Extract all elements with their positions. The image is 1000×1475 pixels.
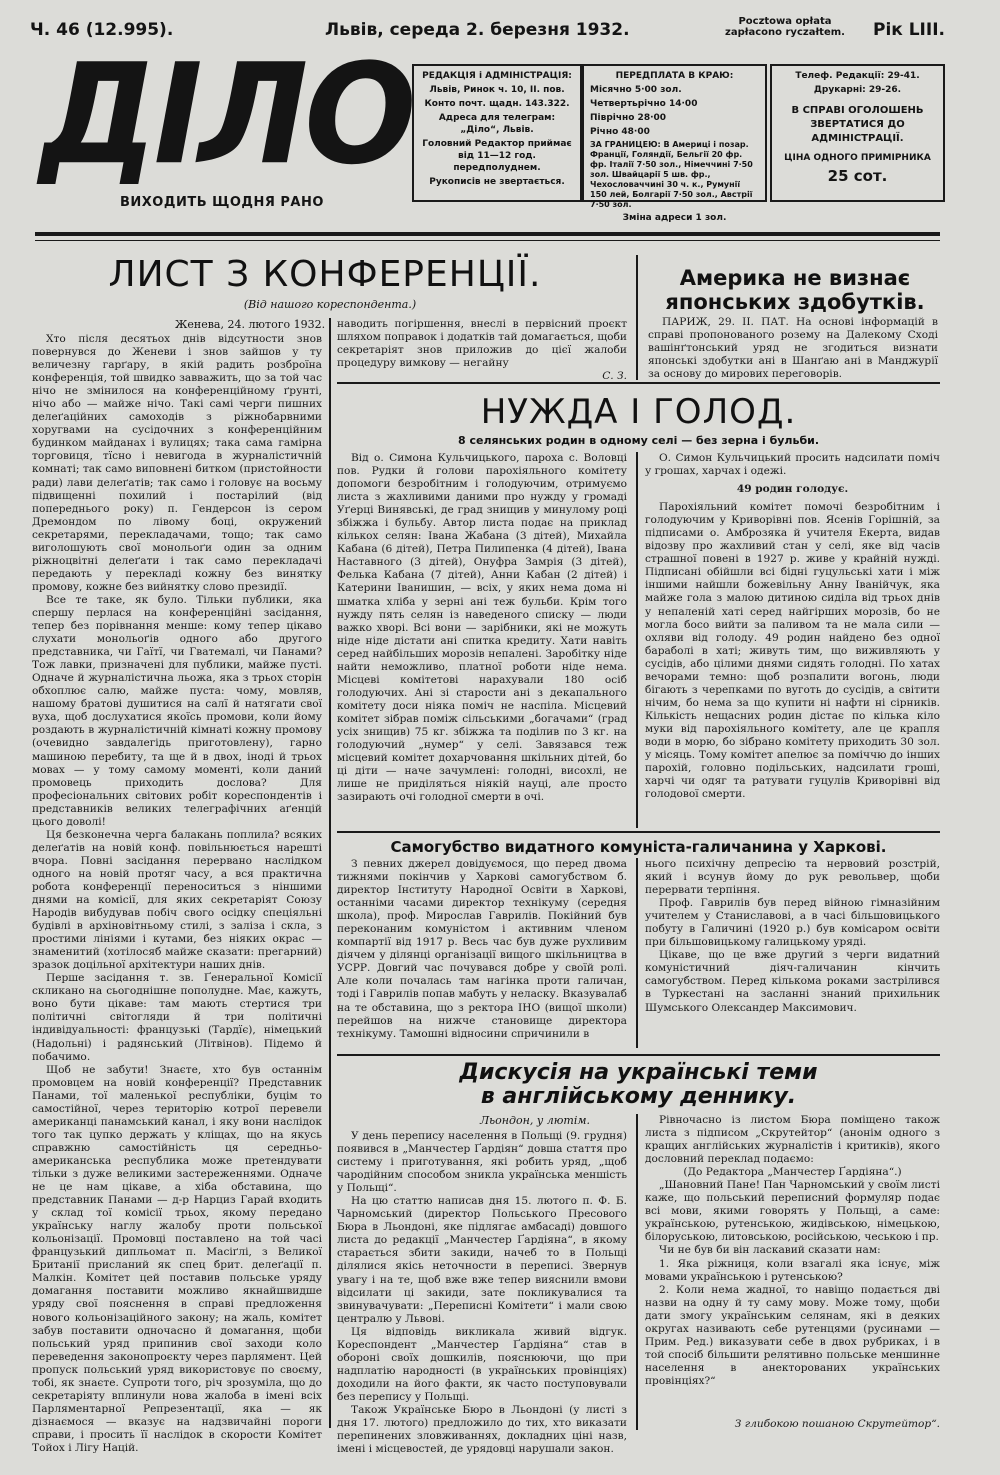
column-divider xyxy=(329,318,331,1428)
subscription-line: Річно 48·00 xyxy=(590,127,650,137)
masthead xyxy=(30,34,945,225)
column-divider xyxy=(636,1114,638,1430)
article4-column2 xyxy=(645,858,940,1048)
article4-paragraph: нього психічну депресію та нервовий розстрій, який і всунув йому до рук револьвер, щоби перервати терпіння. xyxy=(645,858,940,897)
subscription-line: ЗА ГРАНИЦЕЮ: В Америці і позар. Франції, Голяндії, Бельгії 20 фр. фр. Італії 7·50 зол., Німеччині 7·50 зол. Швайцарії 5 шв. фр., Чехословаччині 30 ч. к., Румунії 150 лей, Болгарії 7·50 зол., Австрії 7·50 зол. xyxy=(590,140,753,209)
article5-signature: З глибокою пошаною Скрутейтор“. xyxy=(734,1418,940,1430)
postage-line-1: Pocztowa opłata xyxy=(738,16,832,27)
place-date: Львів, середа 2. березня 1932. xyxy=(325,20,630,40)
article2-title-line2: японських здобутків. xyxy=(665,290,925,314)
article1-signature: С. З. xyxy=(602,370,627,383)
issue-number: Ч. 46 (12.995). xyxy=(30,20,174,40)
column-divider xyxy=(636,452,638,828)
article1-continuation xyxy=(337,318,627,383)
article3-column1 xyxy=(337,452,627,826)
article3-paragraph: Від о. Симона Кульчицького, пароха с. Воловці пов. Рудки й голови парохіяльного комітету допомоги безробітним і голодуючим, отримуємо листа з жахливими даними про нужду у громаді Уґерці Винявські, де град знищив у минулому році збіжжа і бульбу. Автор листа подає на приклад кількох селян: Івана Жабана (3 дітей), Михайла Кабана (6 дітей), Петра Пилипенка (4 дітей), Івана Наставного (3 дітей), Онуфра Замрія (3 дітей), Фелька Кабана (7 дітей), Анни Кабан (2 дітей) і Катерини Іванишин, — всіх, у яких нема дома ні шматка хліба у зерні ані теж бульби. Крім того нужду пять селян із наведеного списку — люди важко хворі. Всі вони — зарібники, які не можуть ніде ніде дістати ані спитка кредиту. Хати навіть серед найбільших морозів непалені. Заробітку ніде найти неможливо, платної роботи ніде нема. Місцеві комітетові нарахували 180 осіб голодуючих. Ані зі старости ані з декапального комітету доси ніяка поміч не наспіла. Місцевий комітет зібрав поміж сільськими „богачами“ (град усіх знищив) 75 кг. збіжжа та поділив по 3 кг. на голодуючий „нумер“ у селі. Завязався теж місцевий комітет дохарчовання шкільних дітей, бо ці діти — наче зачумлені: голодні, висохлі, не лише не приділяться ніякій науці, але просто зазирають очі голодної смерти в очі. xyxy=(337,452,627,804)
article5-paragraph: На цю статтю написав дня 15. лютого п. Ф. Б. Чарномський (директор Польського Пресового Бюра в Льондоні, якe підлягає амбасаді) довшого листа до редакції „Манчестер Ґардіяна“, в якому старається збити закиди, начеб то в Польщі ділялися якісь неточности в переписі. Звернув увагу і на те, щоб вже вже тепер вияснили вмови відсилати ці закиди, зате покликувалися та звинувачувати: „Переписні Комітети“ і мали свою централю у Львові. xyxy=(337,1195,627,1325)
article5-signature-box xyxy=(645,1418,940,1434)
article3-paragraph: О. Симон Кульчицький просить надсилати поміч у грошах, харчах і одежі. xyxy=(645,452,940,478)
editorial-line: РЕДАКЦІЯ і АДМІНІСТРАЦІЯ: xyxy=(422,71,572,81)
price-label: ЦІНА ОДНОГО ПРИМІРНИКА xyxy=(784,153,931,163)
subscription-box xyxy=(582,64,767,223)
postage-note xyxy=(710,16,860,38)
phone-line: Друкарні: 29-26. xyxy=(813,85,902,95)
article1-paragraph: Щоб не забути! Знаєте, хто був останнім промовцем на новій конференції? Представник Панами, тої маленької республіки, буцім то самостійної, через територію котрої перевели американці панамський канал, і яку вони наслідок того так цупко держать у кліщах, що на якусь справжню самостійність ця середньо-американська республика може претендувати тільки з дуже великими застереженнями. Одначе не це нам цікаве, а хіба обставина, що представник Панами — д-р Нарциз Гарай входить у склад тої комісії трьох, якому передано українську наглу жалобу проти польської кольонізації. Промовці поставлено на той часі французький дипльомат п. Масіґлі, з Великої Британії присланий як спец брит. делеґації п. Малкін. Комітет цей поставив польське уряду домагання поставити можливо якнайшвидше уряду свої пояснення в справі предложення нового кольонізаційного закону; на жаль, комітет забув поставити одночасно й домагання, щоби польський уряд припинив свої заходи коло переведення законопроєкту через парлямент. Цей пропуск польський уряд використовує по своєму, тобі, як знаєте. Супроти того, річ зрозуміла, що до секретаріяту вплинули нова жалоба в імені всіх Парляментарної Репрезентації, яка — як дізнаємося — вказує на надзвичайні пороги справи, і просить її наслідок в скорости Комітет Тойох і Лігу Націй. xyxy=(32,1063,322,1454)
subscription-line: Місячно 5·00 зол. xyxy=(590,85,682,95)
article1-subtitle: (Від нашого кореспондента.) xyxy=(243,298,417,311)
subscription-line: Піврічно 28·00 xyxy=(590,113,667,123)
daily-note: ВИХОДИТЬ ЩОДНЯ РАНО xyxy=(120,195,324,210)
year-label: Рік LIII. xyxy=(872,20,945,40)
article4-paragraph: Цікаве, що це вже другий з черги видатний комуністичний діяч-галичанин кінчить самогубством. Перед кількома роками застрілився в Туркестані на засланні знаний прихильник Шумського Олександер Максимович. xyxy=(645,949,940,1014)
newspaper-logo: ДІЛО xyxy=(40,34,413,196)
article4-title: Самогубство видатного комуніста-галичанина у Харкові. xyxy=(390,838,887,856)
article4-paragraph: З певних джерел довідуємося, що перед двома тижнями покінчив у Харкові самогубством б. директор Інституту Народної Освіти в Харкові, останніми часами директор технікуму (середня школа), проф. Мирослав Гаврилів. Покійний був переконаним комуністом і активним членом компартії від 1917 р. Весь час був дуже рухливим діячем у ділянці організації вищого шкільництва в УСРР. Довгий час почувався добре у своїй ролі. Але коли почалась там нагінка проти галичан, тоді і Гаврилів попав мабуть у неласку. Вказувалаб на те обставина, що з ректора ІНО (вищої школи) перейшов на нижче становище директора технікуму. Тамошні відносини спричинили в xyxy=(337,858,627,1040)
article4-column1 xyxy=(337,858,627,1048)
article5-title-line1: Дискусія на українські теми xyxy=(459,1060,818,1085)
article1-title: ЛИСТ З КОНФЕРЕНЦІЇ. xyxy=(108,254,542,295)
editorial-box xyxy=(412,64,582,202)
masthead-rule-thin xyxy=(35,240,940,241)
article2-title-line1: Америка не визнає xyxy=(679,266,911,290)
editorial-line: Рукописів не звертається. xyxy=(429,177,565,187)
article1-text xyxy=(32,333,322,1454)
article5-paragraph: Чи не був би він ласкавий сказати нам: xyxy=(659,1244,881,1257)
article-separator xyxy=(337,1054,940,1056)
article1-paragraph: Хто після десятьох днів відсутности знов повернувся до Женеви і знов зайшов у ту величезну гарґару, в якій радить розброїна конференція, той швидко завважить, що за той час нічо не змінилося на конференційному ґрунті, нічо або — майже нічо. Такі самі черги пишних делеґаційних самоходів з ріжнобарвними хоругвами на сусідочних з конференційним будинком майданах і вулицях; така сама гамірна торговиця, тїсно і невигода в журналістичній комнаті; так само виповнені битком (пристойности ради) лави делеґатів; так само і головує на восьму підвищенні похилий і постарілий (від попереднього року) п. Гендерсон із сером Дремондом по лівому боці, окружений секретарями, перекладачами, тощо; так само виголошують свої монольоґи один за одним ріжноцвітні делеґати і так само перекладачі передають у перекладі кожну без винятку промову, кожне без вийнятку слово президії. xyxy=(32,333,322,593)
article5-paragraph: 2. Коли нема жадної, то навіщо подається дві назви на одну й ту саму мову. Може тому, щоби дати змогу українським селянам, які в деяких округах називають себе рутенцями (русинами — Прим. Ред.) виказувати себе в двох рубриках, і в той спосіб більшити релятивно польське меншинне населення в анекторованих українських провінціях?“ xyxy=(645,1283,940,1387)
article5-paragraph: 1. Яка ріжниця, коли взагалі яка існує, між мовами українською і рутенською? xyxy=(645,1257,940,1283)
article3-col2-heading: 49 родин голодує. xyxy=(736,483,849,496)
article1-dateline: Женева, 24. лютого 1932. xyxy=(175,318,326,331)
article-separator xyxy=(337,382,940,384)
article5-column1 xyxy=(337,1130,627,1456)
article5-column2 xyxy=(645,1114,940,1416)
masthead-rule xyxy=(35,232,940,236)
article1-paragraph: Перше засідання т. зв. Ґенеральної Комісії скликано на сьогоднішне пополудне. Має, кажуть, воно бути цікаве: там мають стертися три політичні світогляди й три політичні індивідуальності: французькі (Тардїє), німецький (Надольні) і радянський (Літвінов). Підемо й побачимо. xyxy=(32,972,322,1063)
article1-paragraph: Все те таке, як було. Тільки публики, яка спершу перлася на конференційні засідання, тепер без порівнання менше: кому тепер цікаво слухати монольоґів одного або другого представника, чи Гаїтї, чи Гватемалі, чи Панами? Тож лавки, призначені для публики, майже пусті. Одначе й журналістична льожа, яка з трьох сторін обхоплює салю, майже пуста: чому, мовляв, нашому братові душитися на салї й натягати свої вуха, щоб дослухатися якоїсь промови, коли йому роздають в журналістичній кімнаті кожну промову (очевидно завдалегідь приготовлену), гарно машиною перебиту, та ще й в двох, іноді й трьох мовах — у тому самому моменті, коли даний промовець приходить дослова? Для професіональних світових робіт кореспондентів і представників великих телеграфічних аґенцій цього доволі! xyxy=(32,593,322,828)
postage-line-2: zapłacono ryczałtem. xyxy=(725,27,845,38)
article3-subtitle: 8 селянських родин в одному селі — без зерна і бульби. xyxy=(457,434,820,447)
subscription-line: Зміна адреси 1 зол. xyxy=(622,213,727,223)
article3-column2 xyxy=(645,452,940,828)
article5-paragraph: Також Українське Бюро в Льондоні (у листі з дня 17. лютого) предложило до тих, хто виказати перепинених зловживаннях, докладних ціні назв, імені і місцевостей, де урядовці нарушали закон. xyxy=(337,1403,627,1456)
article5-paragraph: У день перепису населення в Польщі (9. грудня) появився в „Манчестер Ґардіян“ довша стаття про систему і приготування, які робить уряд, „щоб чародійним способом зникла українська меншість у Польщі“. xyxy=(337,1130,627,1195)
article1-paragraph: Ця безконечна черга балакань поплила? всяких делеґатів на новій конф. повільнюється нарешті вчора. Повні засідання перервано наслідком одного на новій протяг часу, а вся практична робота конференції переноситься з ніншими днями на комісії, для яких секретаріят Союзу Народів вибудував побіч свого осідку спеціяльні будівлі в архіновітньому стилі, з заліза і скла, з простими лініями і кутами, без ніяких окрас — знаменитий (хотілосяб майже сказати: прегарний) зразок доцільної архітектури наших днів. xyxy=(32,828,322,972)
subscription-line: ПЕРЕДПЛАТА В КРАЮ: xyxy=(615,71,734,81)
article2-paragraph: ПАРИЖ, 29. II. ПАТ. На основі інформацій в справі пропонованого розему на Далекому Сході вашінґтонський уряд не згодиться визнати японські здобутки ані в Шанґаю ані в Манджурії за основу до мирових переговорів. xyxy=(648,316,938,381)
article3-title: НУЖДА І ГОЛОД. xyxy=(480,392,797,432)
article2-text xyxy=(648,316,938,381)
article5-dateline: Льондон, у лютім. xyxy=(480,1114,590,1127)
editorial-line: Львів, Ринок ч. 10, II. пов. xyxy=(429,85,565,95)
ads-note: В СПРАВІ ОГОЛОШЕНЬ ЗВЕРТАТИСЯ ДО АДМІНІСТРАЦІЇ. xyxy=(791,105,924,144)
column-divider xyxy=(636,255,638,380)
article-separator xyxy=(337,831,940,833)
article5-paragraph: Рівночасно із листом Бюра поміщено також листа з підписом „Скрутейтор“ (анонім одного з кращих англійських журналістів і критиків), якого дословний переклад подаємо: xyxy=(645,1114,940,1166)
subscription-line: Четвертьрічно 14·00 xyxy=(590,99,698,109)
editorial-line: Головний Редактор приймає від 11—12 год. передполуднем. xyxy=(422,139,572,173)
article4-paragraph: Проф. Гаврилів був перед війною гімназійним учителем у Станиславові, а в часі більшовицького побуту в Галичині (1920 р.) був комісаром освіти при більшовицькому галицькому уряді. xyxy=(645,897,940,949)
phone-line: Телеф. Редакції: 29-41. xyxy=(795,71,920,81)
phone-box xyxy=(770,64,945,202)
article5-paragraph: (До Редактора „Манчестер Ґардіяна“.) xyxy=(683,1166,902,1179)
column-divider xyxy=(636,858,638,1048)
article5-title-line2: в англійському деннику. xyxy=(480,1084,797,1109)
article5-paragraph: Ця відповідь викликала живий відгук. Кореспондент „Манчестер Ґардіяна“ став в обороні своїх дошкилів, пояснюючи, що при надплатію народності (в українських провінціях) доходили на його факти, як часто поступовували без перепису у Польщі. xyxy=(337,1325,627,1403)
price-value: 25 сот. xyxy=(827,167,888,185)
editorial-line: Конто почт. щадн. 143.322. xyxy=(424,99,570,109)
article1-end-paragraph: наводить погіршення, внеслі в первісний проєкт шляхом поправок і додатків тай домагається, щоби секретаріят знов приложив до цієї жалоби процедуру вимкову — негайну xyxy=(337,318,627,370)
article5-paragraph: „Шановний Пане! Пан Чарномський у своїм листі каже, що польський переписний формуляр подає всі мови, якими говорять у Польщі, а саме: українською, рутенською, жидівською, німецькою, білоруською, литовською, російською, чеською і пр. xyxy=(645,1179,940,1244)
article3-paragraph: Парохіяльний комітет помочі безробітним і голодуючим у Криворівні пов. Ясенів Горішній, за підписами о. Амброзяка й учителя Екерта, видав відозву про жахливий стан у селі, яке від часів страшної повені в 1927 р. живе у крайній нужді. Підписані обійшли всі бідні гуцульські хати і між іншими найшли божевільну Анну Іванійчук, яка майже гола з малою дитиною сиділа від трьох днів у непаленій хаті серед найгірших морозів, бо не могла босо вийти за паливом та не мала сили — охляви від голоду. 49 родин найдено без одної бараболі в хаті; живуть тим, що виживляють у сусідів, або цілими днями сидять голодні. По хатах вечорами темно: щоб розпалити вогонь, люди бігають з черепками по вуготь до сусідів, а світити нічим, бо нема за що купити ні нафти ні сірників. Кількість нещасних родин дістає по кілька кіло муки від парохіяльного комітету, але це крапля води в морю, бо зібрано комітету приходить 30 зол. у місяць. Тому комітет апелює за поміччю до інших парохій, головно подільських, надсилати гроші, харчі чи одяг та ратувати гуцулів Криворівні від голодової смерти. xyxy=(645,501,940,801)
editorial-line: Адреса для телеграм: „Діло“, Львів. xyxy=(438,113,556,135)
